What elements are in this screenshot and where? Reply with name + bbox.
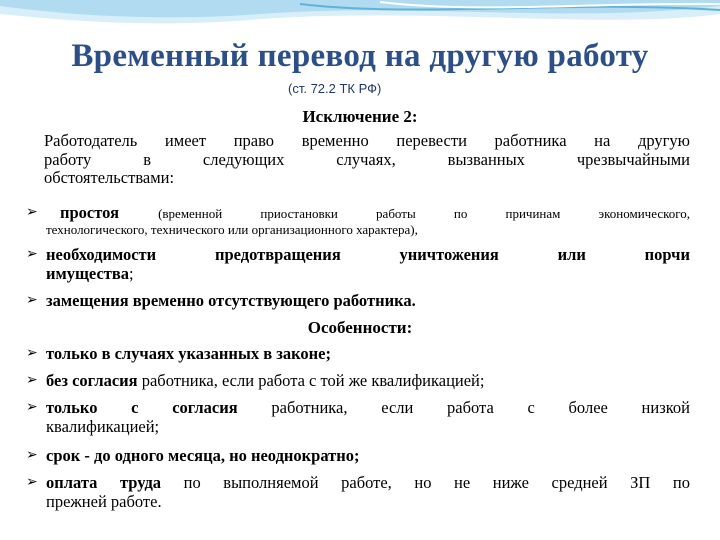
intro-line-3: обстоятельствами: (44, 168, 175, 187)
intro-line-2: работу в следующих случаях, вызванных чрезвычайными (44, 149, 690, 169)
arrowhead-bullet-icon: ➢ (26, 474, 38, 490)
intro-line-1: Работодатель имеет право временно перевести работника на другую (44, 131, 690, 150)
arrowhead-bullet-icon: ➢ (26, 399, 38, 415)
features-heading: Особенности: (307, 318, 413, 337)
feature-bold: оплата труда (46, 473, 162, 492)
exception-heading: Исключение 2: (302, 107, 418, 126)
case-detail-line-2: технологического, технического или организационного характера), (46, 222, 418, 237)
slide-title: Временный перевод на другую работу (71, 38, 649, 74)
arrowhead-bullet-icon: ➢ (26, 204, 38, 220)
arrowhead-bullet-icon: ➢ (26, 292, 38, 308)
intro-paragraph (30, 132, 690, 188)
case-detail-line-1: (временной приостановки работы по причинам экономического, (158, 206, 690, 221)
feature-bold: без согласия (46, 371, 138, 390)
list-item-feature-pay (26, 473, 690, 511)
list-item-feature-no-consent (26, 371, 690, 390)
feature-text-line-1: по выполняемой работе, но не ниже средней ЗП по (161, 473, 691, 492)
arrowhead-bullet-icon: ➢ (26, 246, 38, 262)
list-item-replacement (26, 291, 690, 310)
case-bold-line-2: имущества (46, 264, 130, 283)
feature-bold: только с согласия (46, 398, 238, 417)
feature-text-line-2: квалификацией; (46, 417, 160, 436)
feature-bold: только в случаях указанных в законе; (46, 344, 331, 363)
case-bold: простоя (60, 203, 120, 222)
list-item-prevention (26, 245, 690, 283)
feature-bold: срок - до одного месяца, но неоднократно; (46, 446, 360, 465)
list-item-feature-consent (26, 398, 690, 436)
list-item-downtime (26, 203, 690, 238)
case-bold-line-1: необходимости предотвращения уничтожения или порчи (46, 245, 690, 264)
case-bold: замещения временно отсутствующего работника. (46, 291, 416, 310)
feature-text-line-1: работника, если работа с более низкой (237, 398, 690, 417)
arrowhead-bullet-icon: ➢ (26, 372, 38, 388)
list-item-feature-law (26, 344, 690, 363)
arrowhead-bullet-icon: ➢ (26, 447, 38, 463)
arrowhead-bullet-icon: ➢ (26, 345, 38, 361)
list-item-feature-term (26, 446, 690, 465)
article-reference: (ст. 72.2 ТК РФ) (288, 81, 382, 96)
case-punctuation: ; (129, 264, 134, 283)
feature-text: работника, если работа с той же квалификацией; (137, 371, 485, 390)
feature-text-line-2: прежней работе. (46, 492, 162, 511)
